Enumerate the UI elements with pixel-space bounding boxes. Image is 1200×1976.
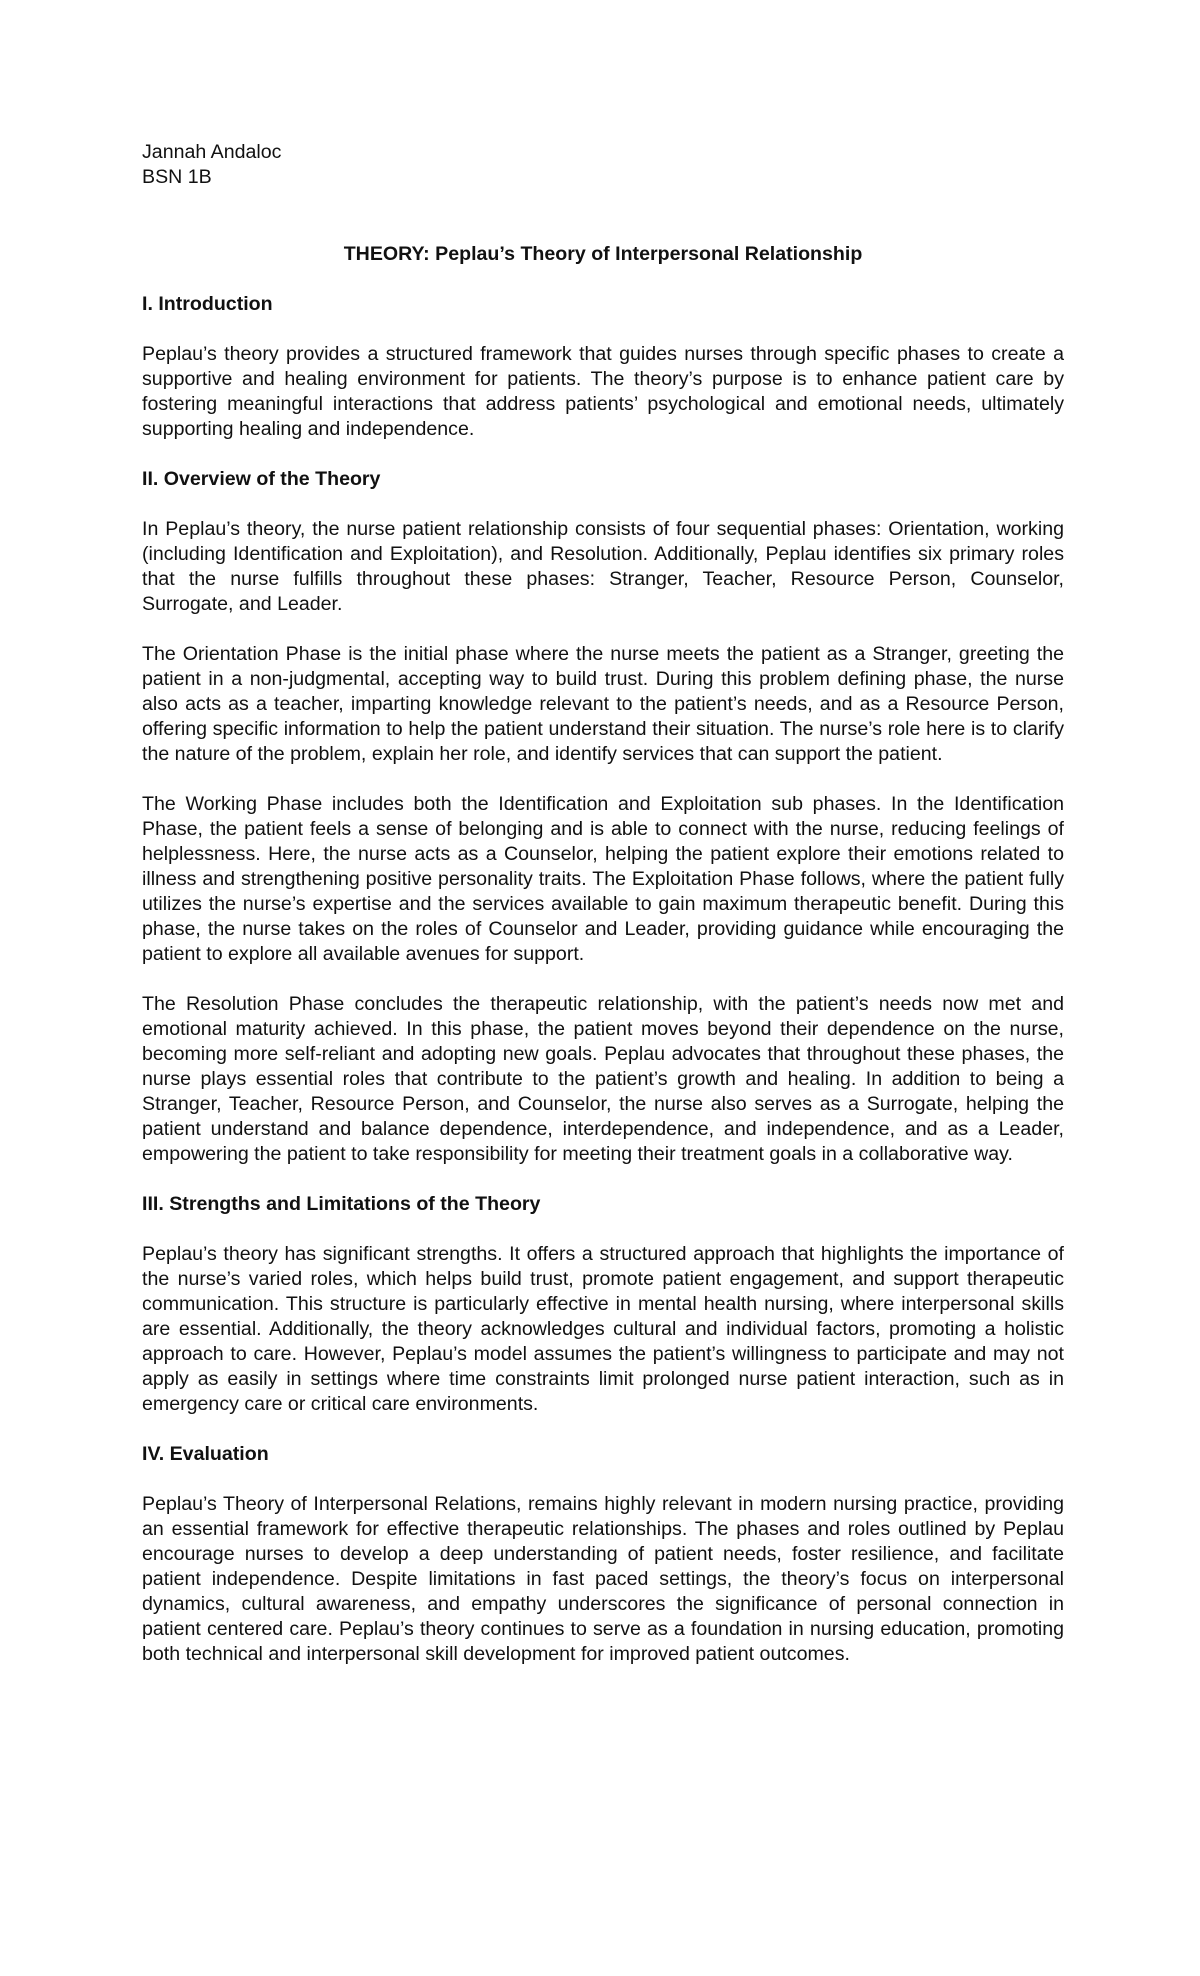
overview-paragraph-working: The Working Phase includes both the Identification and Exploitation sub phases. In the Identification Phase, the patient feels a sense of belonging and is able to connect with the nurse, reducing feelings of helplessness. Here, the nurse acts as a Counselor, helping the patient explore their emotions related to illness and strengthening positive personality traits. The Exploitation Phase follows, where the patient fully utilizes the nurse’s expertise and the services available to gain maximum therapeutic benefit. During this phase, the nurse takes on the roles of Counselor and Leader, providing guidance while encouraging the patient to explore all available avenues for support. (142, 793, 1064, 965)
overview-paragraph-resolution: The Resolution Phase concludes the therapeutic relationship, with the patient’s needs now met and emotional maturity achieved. In this phase, the patient moves beyond their dependence on the nurse, becoming more self-reliant and adopting new goals. Peplau advocates that throughout these phases, the nurse plays essential roles that contribute to the patient’s growth and healing. In addition to being a Stranger, Teacher, Resource Person, and Counselor, the nurse also serves as a Surrogate, helping the patient understand and balance dependence, interdependence, and independence, and as a Leader, empowering the patient to take responsibility for meeting their treatment goals in a collaborative way. (142, 993, 1064, 1165)
author-block (142, 140, 1064, 190)
overview-paragraph-orientation: The Orientation Phase is the initial phase where the nurse meets the patient as a Stranger, greeting the patient in a non-judgmental, accepting way to build trust. During this problem defining phase, the nurse also acts as a teacher, imparting knowledge relevant to the patient’s needs, and as a Resource Person, offering specific information to help the patient understand their situation. The nurse’s role here is to clarify the nature of the problem, explain her role, and identify services that can support the patient. (142, 643, 1064, 765)
author-name: Jannah Andaloc (142, 141, 282, 163)
section-heading-evaluation: IV. Evaluation (142, 1443, 269, 1465)
section-heading-overview: II. Overview of the Theory (142, 468, 381, 490)
author-class: BSN 1B (142, 166, 212, 188)
evaluation-paragraph: Peplau’s Theory of Interpersonal Relations, remains highly relevant in modern nursing practice, providing an essential framework for effective therapeutic relationships. The phases and roles outlined by Peplau encourage nurses to develop a deep understanding of patient needs, foster resilience, and facilitate patient independence. Despite limitations in fast paced settings, the theory’s focus on interpersonal dynamics, cultural awareness, and empathy underscores the significance of personal connection in patient centered care. Peplau’s theory continues to serve as a foundation in nursing education, promoting both technical and interpersonal skill development for improved patient outcomes. (142, 1493, 1064, 1665)
overview-paragraph-phases-roles: In Peplau’s theory, the nurse patient relationship consists of four sequential phases: Orientation, working (including Identification and Exploitation), and Resolution. Additionally, Peplau identifies six primary roles that the nurse fulfills throughout these phases: Stranger, Teacher, Resource Person, Counselor, Surrogate, and Leader. (142, 518, 1064, 615)
section-heading-strengths-limitations: III. Strengths and Limitations of the Theory (142, 1193, 541, 1215)
introduction-paragraph: Peplau’s theory provides a structured framework that guides nurses through specific phases to create a supportive and healing environment for patients. The theory’s purpose is to enhance patient care by fostering meaningful interactions that address patients’ psychological and emotional needs, ultimately supporting healing and independence. (142, 343, 1064, 440)
strengths-limitations-paragraph: Peplau’s theory has significant strengths. It offers a structured approach that highlights the importance of the nurse’s varied roles, which helps build trust, promote patient engagement, and support therapeutic communication. This structure is particularly effective in mental health nursing, where interpersonal skills are essential. Additionally, the theory acknowledges cultural and individual factors, promoting a holistic approach to care. However, Peplau’s model assumes the patient’s willingness to participate and may not apply as easily in settings where time constraints limit prolonged nurse patient interaction, such as in emergency care or critical care environments. (142, 1243, 1064, 1415)
section-heading-introduction: I. Introduction (142, 293, 273, 315)
document-title: THEORY: Peplau’s Theory of Interpersonal Relationship (343, 243, 863, 265)
document-page (142, 140, 1064, 1667)
